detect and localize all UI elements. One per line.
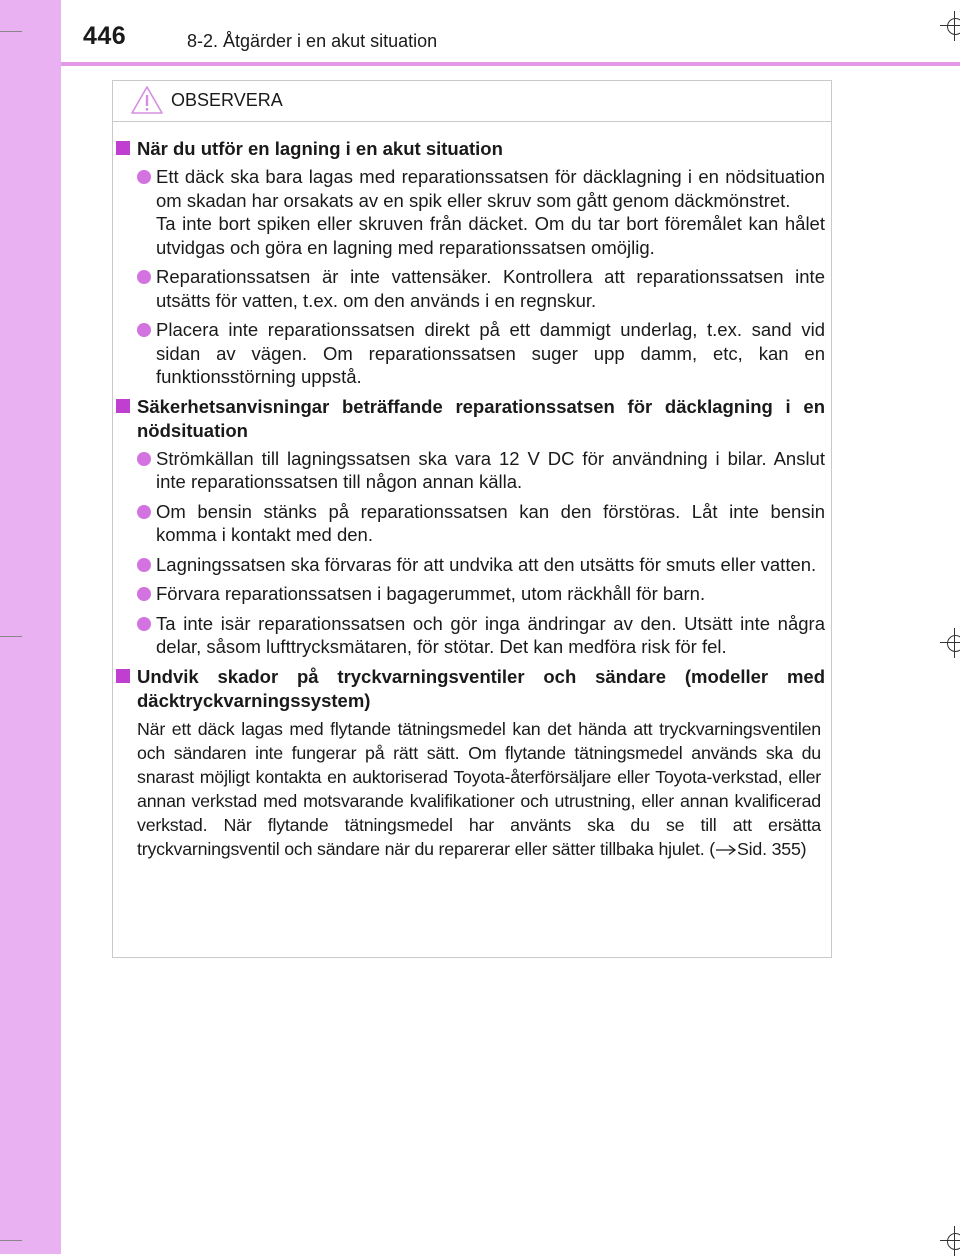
list-item-text: Reparationssatsen är inte vattensäker. Kontrollera att reparationssatsen inte utsätts för vatten, t.ex. om den används i en regnskur. — [156, 266, 825, 311]
list-item — [137, 447, 825, 494]
caution-box — [112, 80, 832, 958]
square-bullet-icon — [116, 399, 130, 413]
list-item — [137, 553, 825, 577]
list-item-text: Om bensin stänks på reparationssatsen kan den förstöras. Låt inte bensin komma i kontakt med den. — [156, 500, 825, 545]
caution-header — [113, 81, 831, 122]
note-text: När ett däck lagas med flytande tätningsmedel kan det hända att tryckvarningsventilen och sändaren inte fungerar på rätt sätt. Om flytande tätningsmedel används ska du snarast möjligt kontakta en auktoriserad Toyota-återförsäljare eller Toyota-verkstad, eller annan verkstad med motsvarande kvalifikationer och utrustning, eller annan kvalificerad verkstad. När flytande tätningsmedel har använts ska du se till att ersätta tryckvarningsventil och sändare när du reparerar eller sätter tillbaka hjulet. ( — [137, 718, 821, 859]
section-heading-text: När du utför en lagning i en akut situation — [137, 138, 503, 159]
crop-mark-icon — [940, 1226, 960, 1256]
section-heading-text: Säkerhetsanvisningar beträffande reparationssatsen för däcklagning i en nödsituation — [137, 395, 825, 441]
round-bullet-icon — [137, 452, 151, 466]
round-bullet-icon — [137, 558, 151, 572]
round-bullet-icon — [137, 270, 151, 284]
section-heading-text: Undvik skador på tryckvarningsventiler och sändare (modeller med däcktryckvarningssystem) — [137, 665, 825, 711]
round-bullet-icon — [137, 505, 151, 519]
page-reference[interactable]: Sid. 355) — [736, 838, 807, 859]
list-item — [137, 318, 825, 389]
square-bullet-icon — [116, 141, 130, 155]
list-item-text: Ta inte bort spiken eller skruven från däcket. Om du tar bort föremålet kan hålet utvidgas och göra en lagning med reparationssatsen omöjlig. — [156, 213, 825, 258]
header-divider — [61, 62, 960, 66]
list-item-text: Ett däck ska bara lagas med reparationssatsen för däcklagning i en nödsituation om skadan har orsakats av en spik eller skruv som gått genom däckmönstret. — [156, 166, 825, 211]
section-tpms-damage — [113, 665, 833, 861]
arrow-right-icon — [715, 837, 737, 861]
side-color-strip — [0, 0, 61, 1254]
caution-label: OBSERVERA — [171, 90, 283, 110]
round-bullet-icon — [137, 170, 151, 184]
list-item — [137, 612, 825, 659]
list-item-text: Förvara reparationssatsen i bagagerummet, utom räckhåll för barn. — [156, 583, 706, 604]
list-item — [137, 165, 825, 259]
caution-body — [113, 137, 833, 861]
page-number: 446 — [83, 22, 127, 50]
section-safety-instructions — [113, 395, 833, 659]
list-item — [137, 500, 825, 547]
list-item — [137, 265, 825, 312]
warning-triangle-icon — [130, 85, 164, 115]
list-item — [137, 582, 825, 606]
list-item-text: Lagningssatsen ska förvaras för att undvika att den utsätts för smuts eller vatten. — [156, 553, 817, 575]
square-bullet-icon — [116, 669, 130, 683]
crop-mark-icon — [940, 628, 960, 658]
round-bullet-icon — [137, 587, 151, 601]
section-heading — [137, 137, 825, 161]
section-heading — [137, 395, 825, 443]
note-paragraph — [137, 717, 825, 861]
list-item-text: Strömkällan till lagningssatsen ska vara 12 V DC för användning i bilar. Anslut inte reparationssatsen till någon annan källa. — [156, 447, 825, 492]
edge-tick — [0, 1240, 22, 1241]
crop-mark-icon — [940, 11, 960, 41]
round-bullet-icon — [137, 323, 151, 337]
list-item-text: Placera inte reparationssatsen direkt på ett dammigt underlag, t.ex. sand vid sidan av vägen. Om reparationssatsen suger upp damm, etc, kan en funktionsstörning uppstå. — [156, 319, 825, 387]
round-bullet-icon — [137, 617, 151, 631]
section-repair-emergency — [113, 137, 833, 389]
list-item-text: Ta inte isär reparationssatsen och gör inga ändringar av den. Utsätt inte några delar, såsom lufttrycksmätaren, för stötar. Det kan medföra risk för fel. — [156, 612, 825, 657]
section-heading — [137, 665, 825, 713]
edge-tick — [0, 31, 22, 32]
section-title: 8-2. Åtgärder i en akut situation — [187, 31, 438, 51]
edge-tick — [0, 636, 22, 637]
